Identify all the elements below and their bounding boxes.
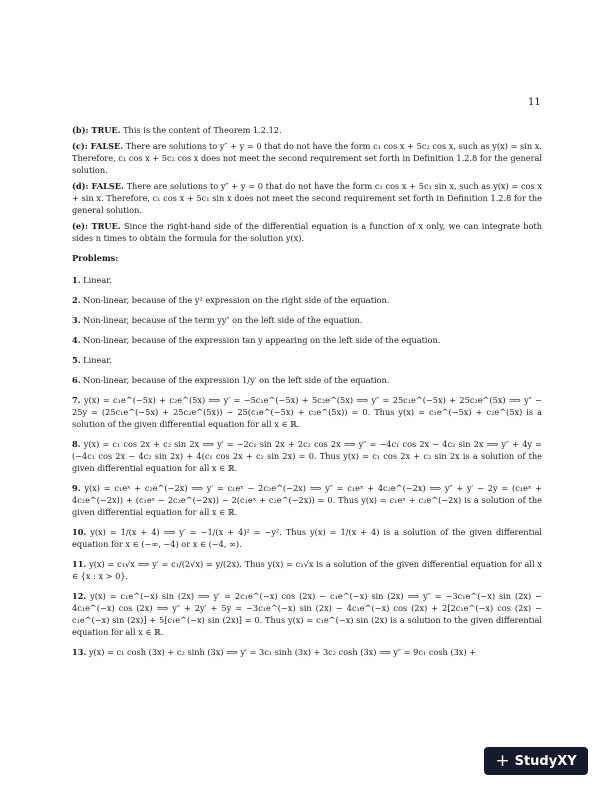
answer-text: Since the right-hand side of the differential equation is a function of x only, we can integrate both sides n times to obtain the formula for the solution y(x). xyxy=(72,221,542,243)
studyxy-badge[interactable] xyxy=(484,747,588,775)
problem-label: 12. xyxy=(72,591,87,601)
problem-1 xyxy=(72,274,542,286)
problem-3 xyxy=(72,314,542,326)
problem-label: 13. xyxy=(72,647,87,657)
problem-text: y(x) = c₁eˣ + c₂e^(−2x) ⟹ y′ = c₁eˣ − 2c₂e^(−2x) ⟹ y″ = c₁eˣ + 4c₂e^(−2x) ⟹ y″ + y′ − 2y = (c₁eˣ + 4c₂e^(−2x)) + (c₁eˣ − 2c₂e^(−2x)) − 2(c₁eˣ + c₂e^(−2x)) = 0. Thus y(x) = c₁eˣ + c₂e^(−2x) is a solution of the given differential equation for all x ∈ ℝ. xyxy=(72,483,542,517)
problem-11 xyxy=(72,558,542,582)
problems-heading: Problems: xyxy=(72,253,119,263)
problem-13 xyxy=(72,646,542,658)
answer-e xyxy=(72,220,542,244)
problem-label: 9. xyxy=(72,483,81,493)
problem-4 xyxy=(72,334,542,346)
problem-label: 8. xyxy=(72,439,81,449)
problem-label: 7. xyxy=(72,395,81,405)
problem-text: Non-linear, because of the y² expression on the right side of the equation. xyxy=(83,295,390,305)
answer-label: (c): FALSE. xyxy=(72,141,124,151)
problem-label: 3. xyxy=(72,315,81,325)
problem-6 xyxy=(72,374,542,386)
problem-label: 4. xyxy=(72,335,81,345)
problem-9 xyxy=(72,482,542,518)
answer-b xyxy=(72,124,542,136)
problem-5 xyxy=(72,354,542,366)
answer-label: (d): FALSE. xyxy=(72,181,124,191)
problem-text: y(x) = c₁√x ⟹ y′ = c₁/(2√x) = y/(2x). Thus y(x) = c₁√x is a solution of the given differential equation for all x ∈ {x : x > 0}. xyxy=(72,559,543,581)
answer-label: (e): TRUE. xyxy=(72,221,121,231)
problem-7 xyxy=(72,394,542,430)
answer-c xyxy=(72,140,542,176)
problem-text: y(x) = c₁e^(−x) sin (2x) ⟹ y′ = 2c₁e^(−x) cos (2x) − c₁e^(−x) sin (2x) ⟹ y″ = −3c₁e^(−x) sin (2x) − 4c₁e^(−x) cos (2x) ⟹ y″ + 2y′ + 5y = −3c₁e^(−x) sin (2x) − 4c₁e^(−x) cos (2x) + 2[2c₁e^(−x) cos (2x) − c₁e^(−x) sin (2x)] + 5[c₁e^(−x) sin (2x)] = 0. Thus y(x) = c₁e^(−x) sin (2x) is a solution to the given differential equation for all x ∈ ℝ. xyxy=(72,591,542,637)
answer-text: There are solutions to y″ + y = 0 that do not have the form c₁ cos x + 5c₁ sin x, such as y(x) = cos x + sin x. Therefore, c₁ cos x + 5c₁ sin x does not meet the second requirement set forth in Definition 1.2.8 for the general solution. xyxy=(72,181,542,215)
problem-12 xyxy=(72,590,542,638)
problem-text: y(x) = c₁ cos 2x + c₂ sin 2x ⟹ y′ = −2c₁ sin 2x + 2c₂ cos 2x ⟹ y″ = −4c₁ cos 2x − 4c₂ sin 2x ⟹ y″ + 4y = (−4c₁ cos 2x − 4c₂ sin 2x) + 4(c₁ cos 2x + c₂ sin 2x) = 0. Thus y(x) = c₁ cos 2x + c₂ sin 2x is a solution of the given differential equation for all x ∈ ℝ. xyxy=(72,439,543,473)
page-number: 11 xyxy=(528,97,541,108)
problem-label: 10. xyxy=(72,527,87,537)
problem-2 xyxy=(72,294,542,306)
problem-label: 1. xyxy=(72,275,81,285)
problem-8 xyxy=(72,438,542,474)
answer-text: There are solutions to y″ + y = 0 that do not have the form c₁ cos x + 5c₂ cos x, such as y(x) = sin x. Therefore, c₁ cos x + 5c₂ cos x does not meet the second requirement set forth in Definition 1.2.8 for the general solution. xyxy=(72,141,542,175)
problem-label: 6. xyxy=(72,375,81,385)
plus-icon: + xyxy=(495,750,510,771)
problem-label: 11. xyxy=(72,559,87,569)
problem-text: Linear. xyxy=(83,355,112,365)
answer-text: This is the content of Theorem 1.2.12. xyxy=(123,125,282,135)
problem-10 xyxy=(72,526,542,550)
answer-label: (b): TRUE. xyxy=(72,125,121,135)
answer-d xyxy=(72,180,542,216)
problem-text: Non-linear, because of the expression tan y appearing on the left side of the equation. xyxy=(83,335,441,345)
problem-text: Non-linear, because of the expression 1/y′ on the left side of the equation. xyxy=(83,375,390,385)
problem-label: 5. xyxy=(72,355,81,365)
document-body xyxy=(72,124,542,666)
badge-text: StudyXY xyxy=(514,753,577,769)
problem-label: 2. xyxy=(72,295,81,305)
problem-text: Linear. xyxy=(83,275,112,285)
problem-text: y(x) = c₁e^(−5x) + c₂e^(5x) ⟹ y′ = −5c₁e^(−5x) + 5c₂e^(5x) ⟹ y″ = 25c₁e^(−5x) + 25c₂e^(5x) ⟹ y″ − 25y = (25c₁e^(−5x) + 25c₂e^(5x)) − 25(c₁e^(−5x) + c₂e^(5x)) = 0. Thus y(x) = c₁e^(−5x) + c₂e^(5x) is a solution of the given differential equation for all x ∈ ℝ. xyxy=(72,395,543,429)
problem-text: Non-linear, because of the term yy″ on the left side of the equation. xyxy=(83,315,363,325)
problem-text: y(x) = 1/(x + 4) ⟹ y′ = −1/(x + 4)² = −y². Thus y(x) = 1/(x + 4) is a solution of the given differential equation for x ∈ (−∞, −4) or x ∈ (−4, ∞). xyxy=(72,527,542,549)
problem-text: y(x) = c₁ cosh (3x) + c₂ sinh (3x) ⟹ y′ = 3c₁ sinh (3x) + 3c₂ cosh (3x) ⟹ y″ = 9c₁ cosh (3x) + xyxy=(88,647,477,657)
